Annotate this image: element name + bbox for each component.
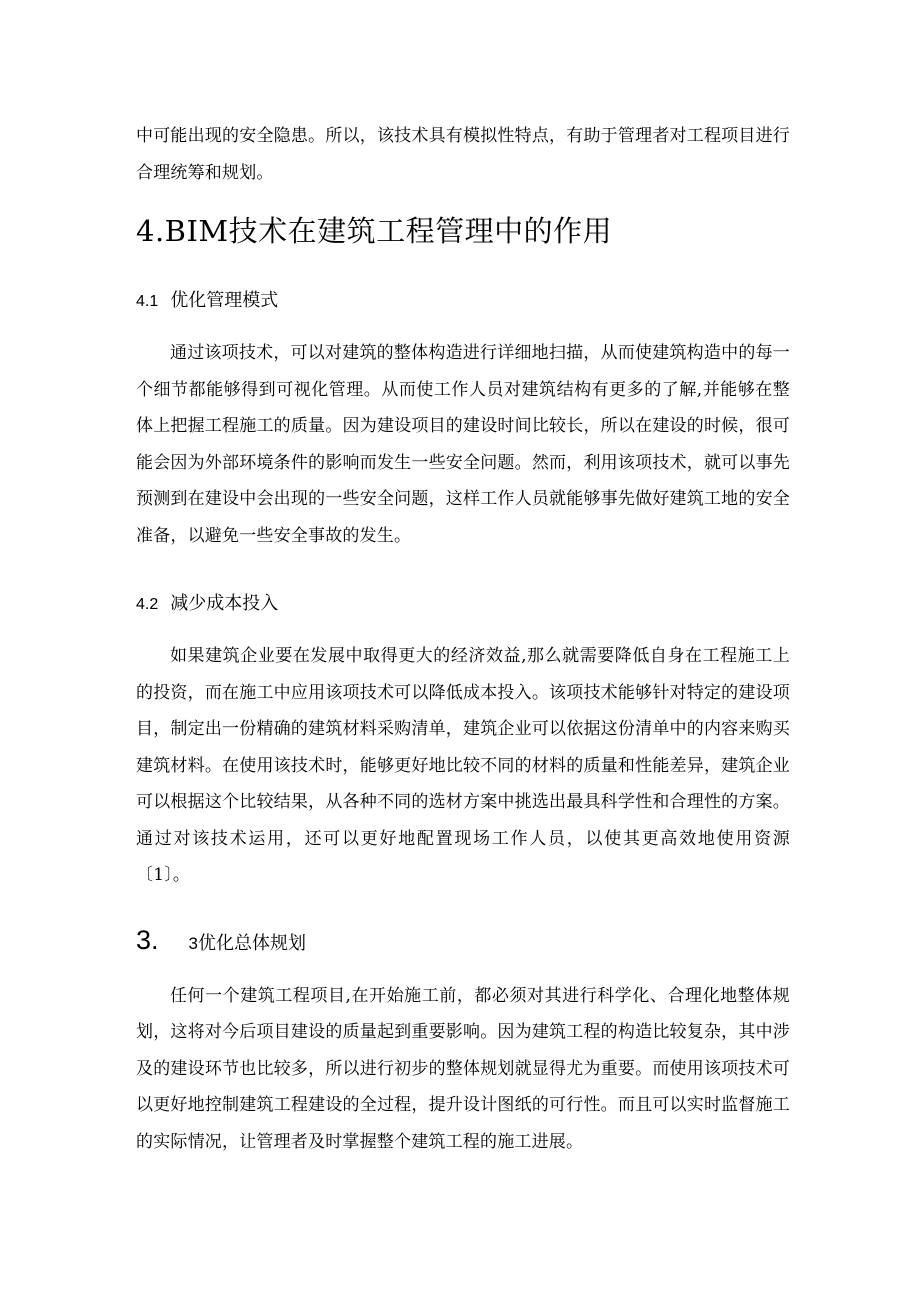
section-4-1-title: 优化管理模式 [170,290,279,311]
section-4-3-heading [136,924,790,960]
section-4-2-heading [136,589,790,620]
section-4-title: 4.BIM技术在建筑工程管理中的作用 [136,214,613,248]
intro-paragraph: 中可能出现的安全隐患。所以，该技术具有模拟性特点，有助于管理者对工程项目进行合理统筹和规划。 [136,126,790,183]
section-4-3-minor-number: 3 [188,933,198,953]
section-4-3-title: 优化总体规划 [198,932,306,954]
section-4-2-number: 4.2 [136,596,159,613]
section-4-2-paragraph: 如果建筑企业要在发展中取得更大的经济效益,那么就需要降低自身在工程施工上的投资，而在施工中应用该项技术可以降低成本投入。该项技术能够针对特定的建设项目，制定出一份精确的建筑材料采购清单，建筑企业可以依据这份清单中的内容来购买建筑材料。在使用该技术时，能够更好地比较不同的材料的质量和性能差异，建筑企业可以根据这个比较结果，从各种不同的选材方案中挑选出最具科学性和合理性的方案。通过对该技术运用，还可以更好地配置现场工作人员，以使其更高效地使用资源〔1〕。 [136,646,790,885]
section-4-1-number: 4.1 [136,293,159,310]
section-4-1-paragraph: 通过该项技术，可以对建筑的整体构造进行详细地扫描，从而使建筑构造中的每一个细节都能够得到可视化管理。从而使工作人员对建筑结构有更多的了解,并能够在整体上把握工程施工的质量。因为建设项目的建设时间比较长，所以在建设的时候，很可能会因为外部环境条件的影响而发生一些安全问题。然而，利用该项技术，就可以事先预测到在建设中会出现的一些安全问题，这样工作人员就能够事先做好建筑工地的安全准备，以避免一些安全事故的发生。 [136,343,790,546]
section-4-2-title: 减少成本投入 [170,593,279,614]
section-4-1-heading [136,286,790,317]
section-4-3-major-number: 3. [136,924,159,955]
section-4-3-paragraph: 任何一个建筑工程项目,在开始施工前，都必须对其进行科学化、合理化地整体规划，这将对今后项目建设的质量起到重要影响。因为建筑工程的构造比较复杂，其中涉及的建设环节也比较多，所以进行初步的整体规划就显得尤为重要。而使用该项技术可以更好地控制建筑工程建设的全过程，提升设计图纸的可行性。而且可以实时监督施工的实际情况，让管理者及时掌握整个建筑工程的施工进展。 [136,985,790,1152]
document-body [136,118,790,1160]
